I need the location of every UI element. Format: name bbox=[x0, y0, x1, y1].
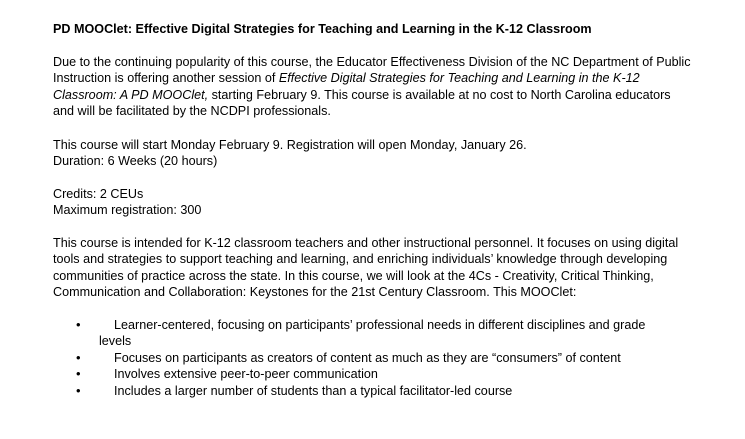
bullet-icon: • bbox=[76, 316, 81, 332]
list-item-text: Involves extensive peer-to-peer communication bbox=[114, 367, 378, 381]
list-item-text: Includes a larger number of students than a typical facilitator-led course bbox=[114, 383, 513, 398]
dates-paragraph bbox=[53, 137, 693, 170]
credits-line: Credits: 2 CEUs bbox=[53, 186, 144, 201]
max-registration-line: Maximum registration: 300 bbox=[53, 203, 202, 217]
list-item-text-continued: levels bbox=[99, 334, 132, 348]
duration-line: Duration: 6 Weeks (20 hours) bbox=[53, 154, 218, 168]
list-item bbox=[53, 366, 693, 383]
intro-paragraph bbox=[53, 54, 693, 120]
intro-text-part2: starting February 9. This course is available at no cost to North Carolina educators and will be facilitated by the NCDPI professionals. bbox=[53, 87, 671, 118]
features-list bbox=[53, 317, 693, 400]
list-item-text: Focuses on participants as creators of content as much as they are “consumers” of content bbox=[114, 350, 621, 365]
document-body bbox=[53, 21, 693, 399]
description-paragraph: This course is intended for K-12 classroom teachers and other instructional personnel. It focuses on using digital tools and strategies to support teaching and learning, and enriching individuals’ knowledge through developing communities of practice across the state. In this course, we will look at the 4Cs - Creativity, Critical Thinking, Communication and Collaboration: Keystones for the 21st Century Classroom. This MOOClet: bbox=[53, 235, 679, 299]
credits-paragraph bbox=[53, 186, 693, 219]
list-item bbox=[53, 383, 693, 400]
list-item bbox=[53, 350, 693, 367]
document-title: PD MOOClet: Effective Digital Strategies for Teaching and Learning in the K-12 Classroom bbox=[53, 22, 592, 36]
list-item bbox=[53, 317, 693, 350]
intro-text-part1: Due to the continuing popularity of this course, the Educator Effectiveness Division of the NC Department of Public Instruction is offering another session of bbox=[53, 54, 691, 85]
bullet-icon: • bbox=[76, 349, 81, 365]
list-item-text: Learner-centered, focusing on participants’ professional needs in different disciplines and grade bbox=[114, 317, 646, 332]
bullet-icon: • bbox=[76, 366, 81, 381]
bullet-icon: • bbox=[76, 382, 81, 398]
start-date-line: This course will start Monday February 9. Registration will open Monday, January 26. bbox=[53, 137, 527, 152]
intro-course-name: Effective Digital Strategies for Teaching and Learning in the K-12 Classroom: A PD MOOClet, bbox=[53, 71, 640, 102]
